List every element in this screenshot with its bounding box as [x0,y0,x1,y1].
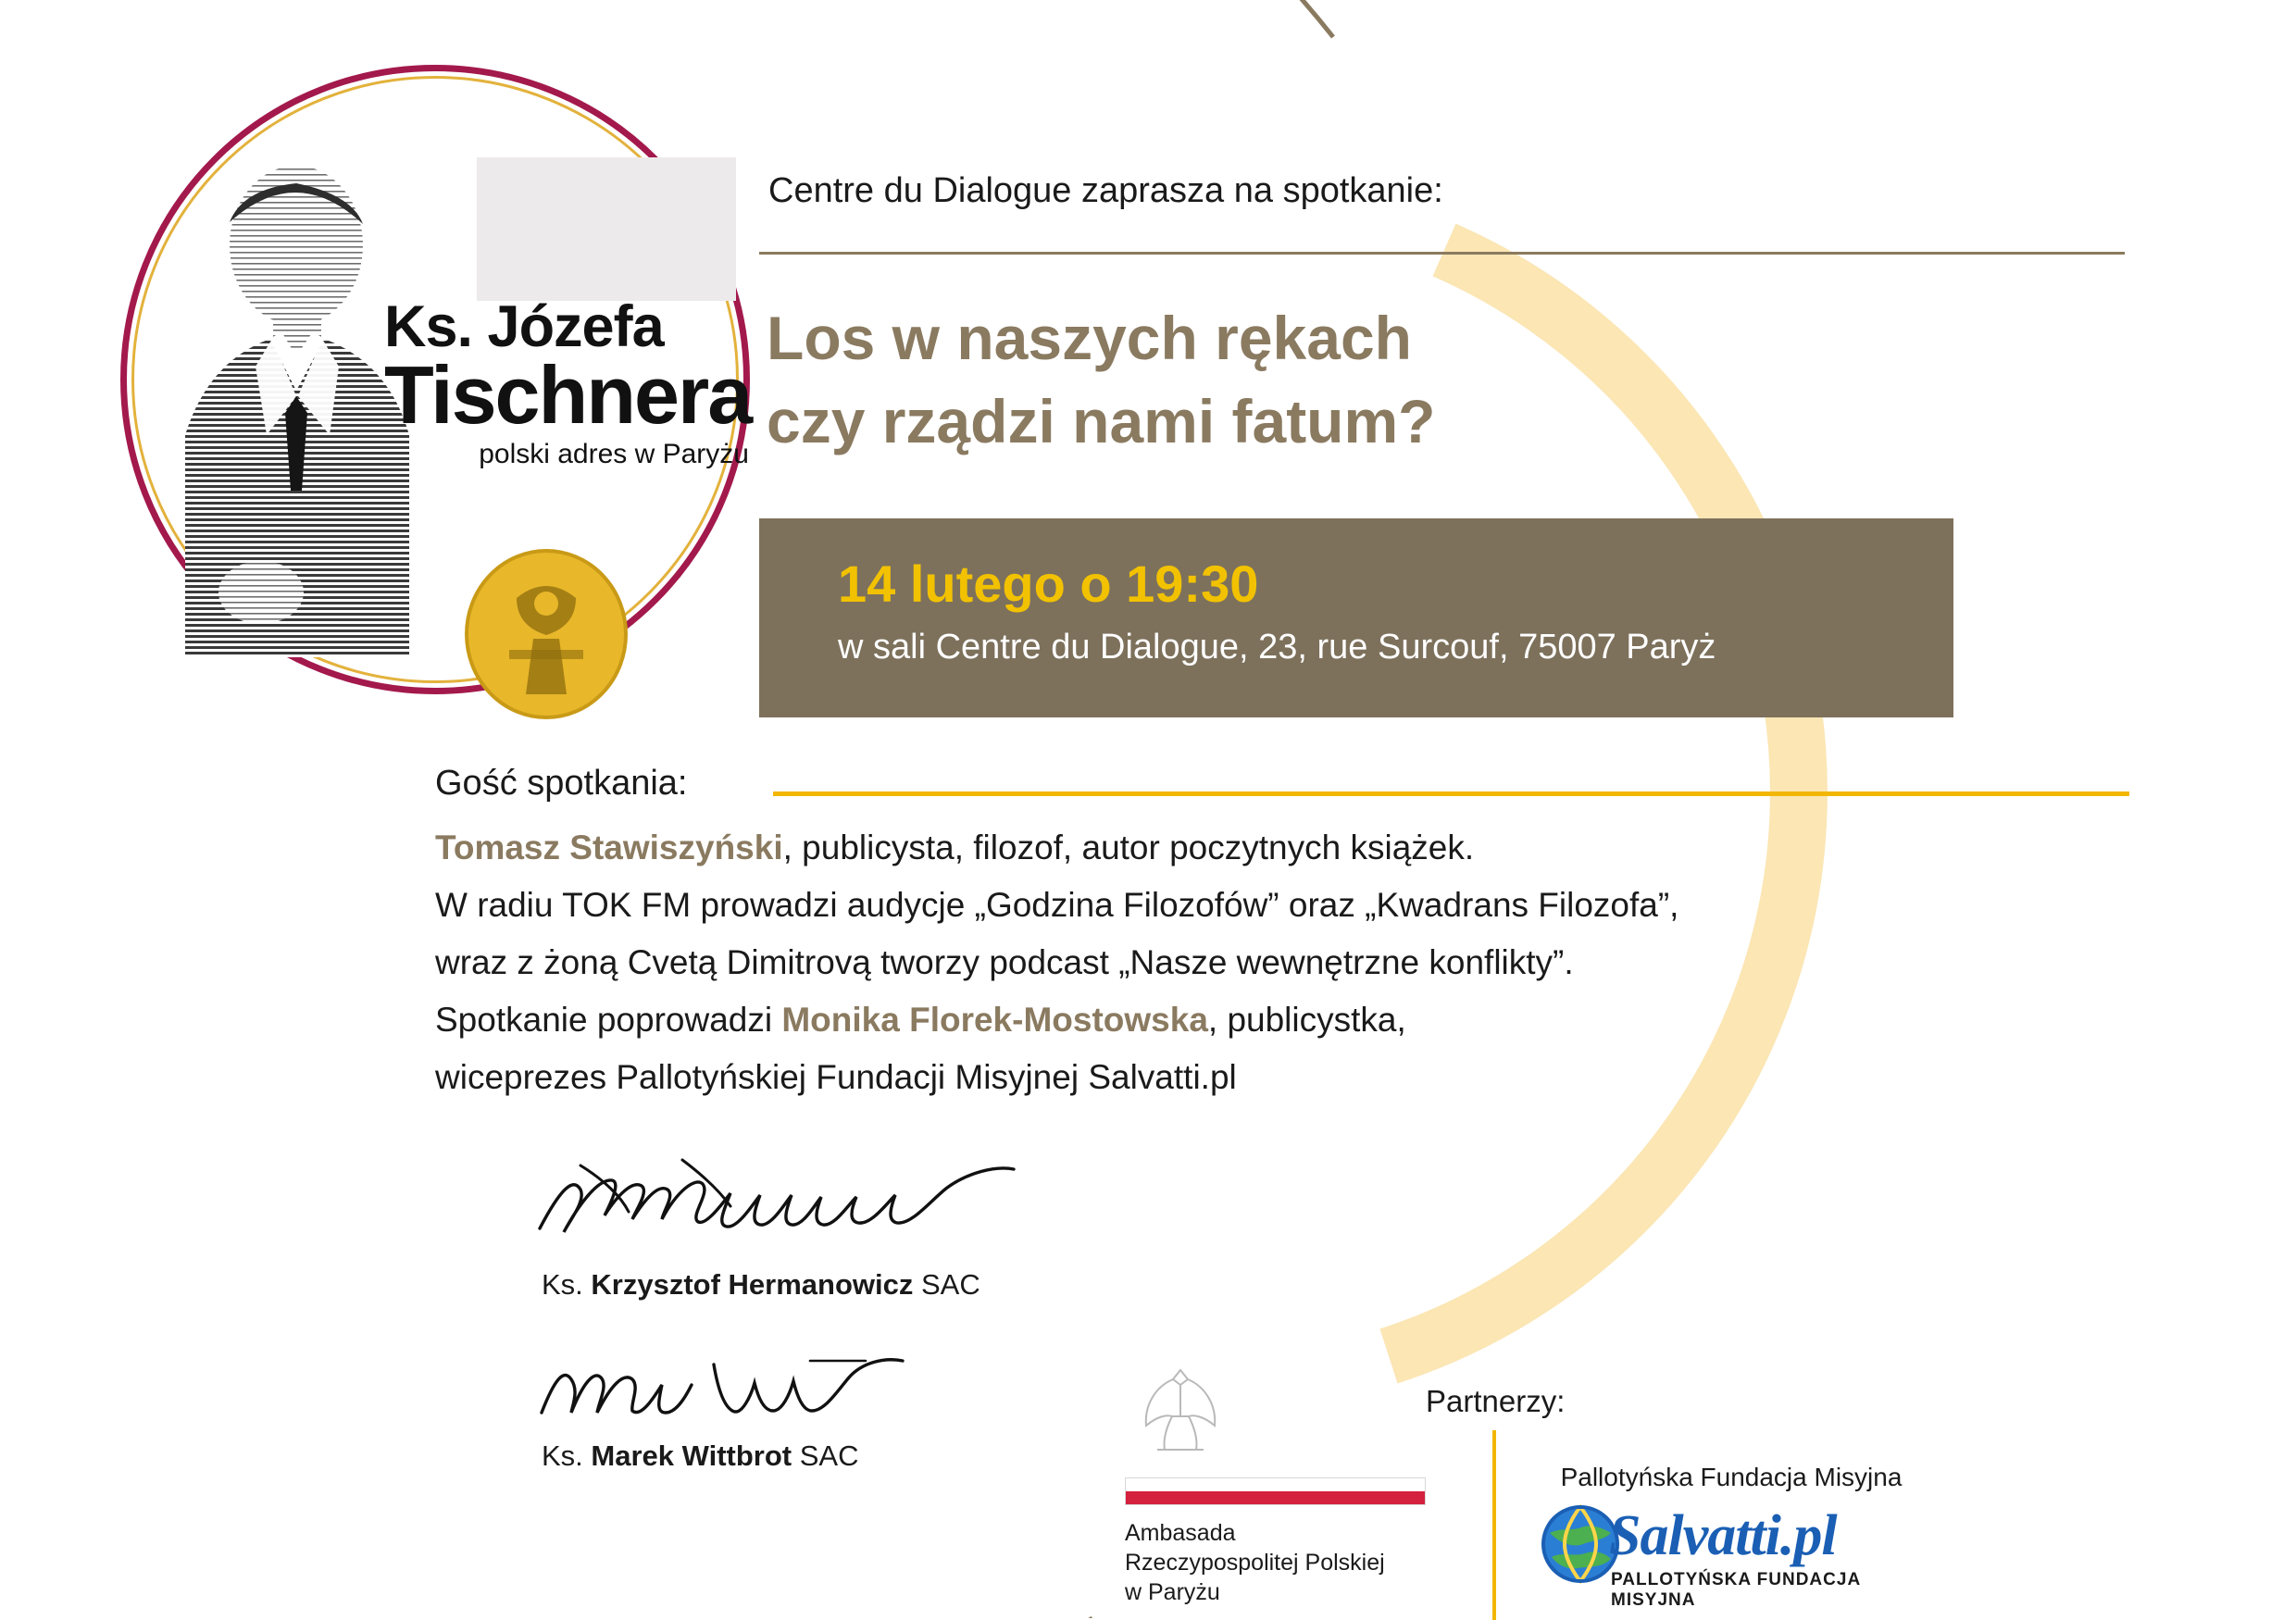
host-name: Monika Florek-Mostowska [781,1001,1208,1039]
signature-wittbrot [532,1342,949,1444]
logo-line-2: Tischnera [384,349,752,441]
guest-name: Tomasz Stawiszyński [435,829,783,866]
embassy-line-1: Ambasada [1125,1520,1236,1546]
host-prefix: Spotkanie poprowadzi [435,1001,782,1039]
sig2-suffix: SAC [792,1439,859,1472]
guest-divider [773,791,2129,796]
event-date: 14 lutego o 19:30 [838,555,1259,613]
sig2-name: Marek Wittbrot [591,1439,792,1472]
partners-label: Partnerzy: [1426,1384,1566,1418]
signature-hermanowicz [532,1153,1051,1254]
polish-flag-icon [1125,1477,1426,1505]
guest-line-3: wraz z żoną Cvetą Dimitrovą tworzy podcast „Nasze wewnętrzne konflikty”. [435,943,1574,981]
salvatti-wordmark: Salvatti.pl [1609,1504,1837,1567]
host-line-2: wiceprezes Pallotyńskiej Fundacji Misyjnej Salvatti.pl [435,1058,1237,1096]
signature-caption-hermanowicz [542,1268,980,1302]
gold-seal-icon [444,546,648,722]
sig1-name: Krzysztof Hermanowicz [591,1268,914,1301]
sig2-prefix: Ks. [542,1439,592,1472]
embassy-line-2: Rzeczypospolitej Polskiej [1125,1550,1385,1576]
guest-label: Gość spotkania: [435,764,688,803]
logo-grey-box [477,157,736,301]
logo-line-3: polski adres w Paryżu [479,439,749,469]
headline-line-1: Los w naszych rękach [767,304,1412,372]
host-suffix: , publicystka, [1207,1001,1406,1039]
salvatti-foundation-name: Pallotyńska Fundacja Misyjna [1560,1463,1903,1491]
top-divider [759,252,2125,255]
event-venue: w sali Centre du Dialogue, 23, rue Surcouf, 75007 Paryż [838,628,1716,667]
invite-line: Centre du Dialogue zaprasza na spotkanie: [768,171,1443,210]
polish-eagle-icon [1129,1361,1231,1463]
embassy-logo [1125,1361,1430,1607]
headline-line-2: czy rządzi nami fatum? [767,387,1436,455]
embassy-caption [1125,1518,1430,1607]
tischner-logo [56,28,752,713]
partners-divider [1492,1430,1496,1620]
page-title [767,296,2109,463]
salvatti-logomark [1537,1500,1926,1610]
sig1-prefix: Ks. [542,1268,592,1301]
salvatti-tagline: PALLOTYŃSKA FUNDACJA MISYJNA [1611,1570,1861,1610]
guest-line-2: W radiu TOK FM prowadzi audycje „Godzina Filozofów” oraz „Kwadrans Filozofa”, [435,886,1679,924]
salvatti-partner-logo [1537,1463,1926,1610]
date-venue-band [759,518,1953,717]
logo-line-1: Ks. Józefa [384,294,664,359]
embassy-line-3: w Paryżu [1125,1579,1220,1605]
guest-desc: , publicysta, filozof, autor poczytnych książek. [782,829,1475,866]
guest-description [435,819,2009,1106]
logo-wordmark [384,296,755,476]
sig1-suffix: SAC [913,1268,980,1301]
signature-caption-wittbrot [542,1439,859,1473]
